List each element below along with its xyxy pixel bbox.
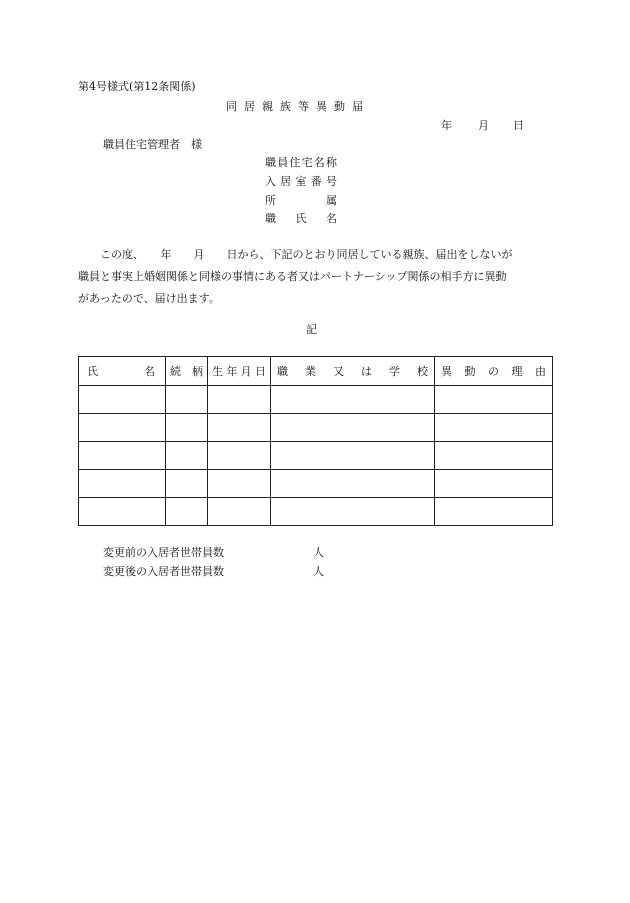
cell-occupation-school[interactable] bbox=[271, 386, 435, 414]
date-month: 月 bbox=[478, 119, 489, 132]
cell-change-reason[interactable] bbox=[435, 414, 553, 442]
cell-relationship[interactable] bbox=[166, 386, 208, 414]
ki-heading: 記 bbox=[306, 323, 317, 336]
body-line-2: 職員と事実上婚姻関係と同様の事情にある者又はパートナーシップ関係の相手方に異動 bbox=[78, 270, 507, 283]
cell-change-reason[interactable] bbox=[435, 386, 553, 414]
cell-name[interactable] bbox=[79, 386, 166, 414]
header-change-reason: 異 動 の 理 由 bbox=[435, 357, 553, 386]
page-title: 同居親族等異動届 bbox=[226, 100, 370, 113]
cell-relationship[interactable] bbox=[166, 470, 208, 498]
table-header-row bbox=[79, 357, 553, 386]
cell-occupation-school[interactable] bbox=[271, 470, 435, 498]
cell-birthdate[interactable] bbox=[208, 470, 271, 498]
table-row bbox=[79, 470, 553, 498]
cell-change-reason[interactable] bbox=[435, 498, 553, 526]
cell-name[interactable] bbox=[79, 442, 166, 470]
cell-birthdate[interactable] bbox=[208, 498, 271, 526]
header-relationship: 続 柄 bbox=[166, 357, 208, 386]
cell-occupation-school[interactable] bbox=[271, 414, 435, 442]
cell-name[interactable] bbox=[79, 498, 166, 526]
field-room-number: 入 居 室 番 号 bbox=[265, 175, 337, 188]
cell-change-reason[interactable] bbox=[435, 470, 553, 498]
table-row bbox=[79, 442, 553, 470]
field-affiliation: 所 属 bbox=[265, 194, 337, 207]
count-after-label: 変更後の入居者世帯員数 bbox=[103, 565, 224, 578]
date-year: 年 bbox=[441, 119, 452, 132]
cell-name[interactable] bbox=[79, 470, 166, 498]
date-day: 日 bbox=[513, 119, 524, 132]
table-row bbox=[79, 414, 553, 442]
cell-occupation-school[interactable] bbox=[271, 442, 435, 470]
change-table bbox=[78, 356, 553, 526]
addressee: 職員住宅管理者 様 bbox=[103, 138, 202, 151]
header-occupation-school: 職 業 又 は 学 校 bbox=[271, 357, 435, 386]
field-position-name: 職 氏 名 bbox=[265, 212, 337, 225]
header-name: 氏 名 bbox=[79, 357, 166, 386]
cell-relationship[interactable] bbox=[166, 442, 208, 470]
form-number: 第4号様式(第12条関係) bbox=[78, 80, 196, 93]
count-before-label: 変更前の入居者世帯員数 bbox=[103, 546, 224, 559]
cell-change-reason[interactable] bbox=[435, 442, 553, 470]
table-row bbox=[79, 498, 553, 526]
body-paragraph bbox=[78, 244, 554, 310]
cell-birthdate[interactable] bbox=[208, 414, 271, 442]
body-line-3: があったので、届け出ます。 bbox=[78, 292, 220, 305]
header-birthdate: 生 年 月 日 bbox=[208, 357, 271, 386]
cell-occupation-school[interactable] bbox=[271, 498, 435, 526]
cell-relationship[interactable] bbox=[166, 498, 208, 526]
table-row bbox=[79, 386, 553, 414]
body-line-1: この度、 年 月 日から、下記のとおり同居している親族、届出をしないが bbox=[100, 248, 513, 261]
field-residence-name: 職 員 住 宅 名 称 bbox=[265, 156, 337, 169]
cell-relationship[interactable] bbox=[166, 414, 208, 442]
cell-name[interactable] bbox=[79, 414, 166, 442]
cell-birthdate[interactable] bbox=[208, 386, 271, 414]
count-before-unit: 人 bbox=[313, 546, 324, 559]
count-after-unit: 人 bbox=[313, 565, 324, 578]
cell-birthdate[interactable] bbox=[208, 442, 271, 470]
